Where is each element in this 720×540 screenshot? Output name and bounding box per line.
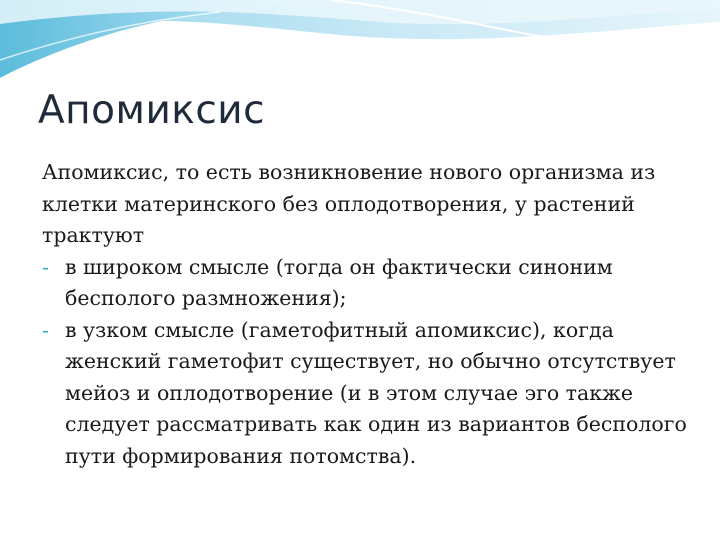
bullet-item-narrow (42, 315, 692, 473)
bullet-dash-icon: - (42, 317, 49, 342)
bullet-dash-icon: - (42, 254, 49, 279)
intro-paragraph: Апомиксис, то есть возникновение нового организма из клетки материнского без оплодотворения, у растений трактуют (42, 160, 656, 247)
bullet-item-broad (42, 252, 692, 315)
bullet-list (42, 252, 692, 473)
slide-title: Апомиксис (38, 88, 266, 133)
bullet-text-narrow: в узком смысле (гаметофитный апомиксис), когда женский гаметофит существует, но обычно отсутствует мейоз и оплодотворение (и в этом случае эго также следует рассматривать как один из вариантов бесполого пути формирования потомства). (65, 317, 687, 468)
bullet-text-broad: в широком смысле (тогда он фактически синоним бесполого размножения); (65, 254, 613, 310)
wave-decoration (0, 0, 720, 90)
body-text (42, 157, 692, 472)
